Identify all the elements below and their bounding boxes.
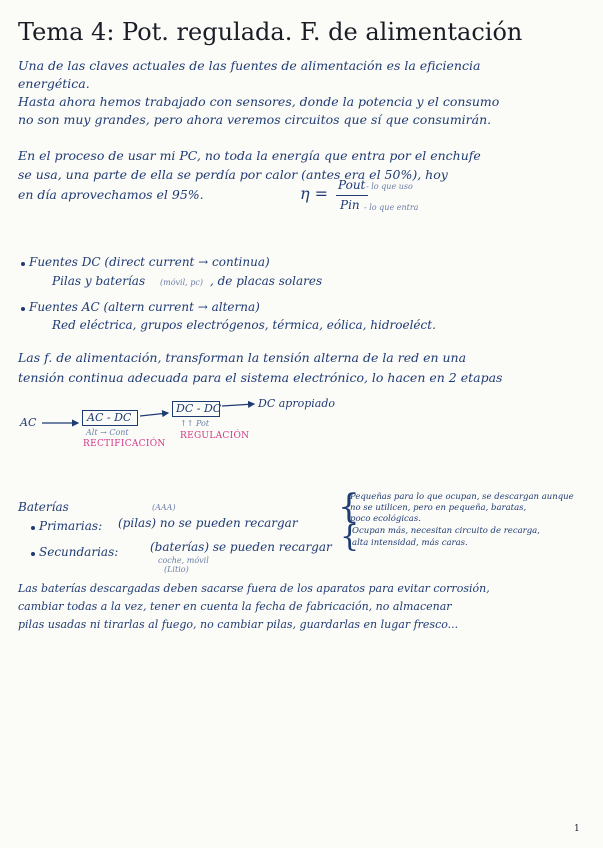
formula-denominator: Pin bbox=[340, 198, 360, 212]
primary-desc-1: Pequeñas para lo que ocupan, se descargan aunque bbox=[350, 492, 574, 502]
bullet-secondary bbox=[31, 552, 35, 556]
page-title: Tema 4: Pot. regulada. F. de alimentación bbox=[18, 18, 523, 46]
formula-denominator-note: - lo que entra bbox=[364, 203, 419, 212]
batteries-heading: Baterías bbox=[18, 500, 69, 514]
secondary-note-1: coche, móvil bbox=[158, 556, 209, 565]
pc-line-1: En el proceso de usar mi PC, no toda la energía que entra por el enchufe bbox=[18, 148, 481, 163]
bullet-primary bbox=[31, 526, 35, 530]
dc-heading: Fuentes DC (direct current → continua) bbox=[29, 255, 270, 269]
ac-detail: Red eléctrica, grupos electrógenos, térmica, eólica, hidroeléct. bbox=[52, 318, 436, 332]
secondary-label: Secundarias: bbox=[39, 545, 119, 559]
secondary-text: (baterías) se pueden recargar bbox=[150, 540, 332, 554]
intro-line-2: energética. bbox=[18, 76, 90, 91]
transform-line-1: Las f. de alimentación, transforman la tensión alterna de la red en una bbox=[18, 350, 467, 365]
rectifier-note: Alt → Cont bbox=[86, 428, 129, 437]
formula-numerator: Pout bbox=[338, 178, 366, 192]
primary-text: (pilas) no se pueden recargar bbox=[118, 516, 298, 530]
primary-desc-3: poco ecológicas. bbox=[350, 514, 421, 524]
intro-line-4: no son muy grandes, pero ahora veremos circuitos que sí que consumirán. bbox=[18, 112, 492, 127]
secondary-brace: { bbox=[340, 519, 360, 554]
ac-heading: Fuentes AC (altern current → alterna) bbox=[29, 300, 260, 314]
regulator-label: DC - DC bbox=[176, 402, 222, 415]
advice-line-3: pilas usadas ni tirarlas al fuego, no cambiar pilas, guardarlas en lugar fresco... bbox=[18, 618, 459, 631]
formula-numerator-note: - lo que uso bbox=[366, 182, 413, 191]
page-number: 1 bbox=[574, 824, 580, 834]
pc-line-2: se usa, una parte de ella se perdía por calor (antes era el 50%), hoy bbox=[18, 167, 448, 182]
intro-line-3: Hasta ahora hemos trabajado con sensores, donde la potencia y el consumo bbox=[18, 94, 500, 109]
stage-rectification: RECTIFICACIÓN bbox=[83, 439, 166, 449]
primary-brace: { bbox=[338, 487, 360, 527]
dc-detail: Pilas y baterías bbox=[52, 274, 146, 288]
rectifier-label: AC - DC bbox=[87, 411, 132, 424]
dc-detail-note: (móvil, pc) bbox=[160, 278, 203, 287]
advice-line-2: cambiar todas a la vez, tener en cuenta la fecha de fabricación, no almacenar bbox=[18, 600, 452, 613]
pc-line-3: en día aprovechamos el 95%. bbox=[18, 187, 204, 202]
efficiency-symbol: η = bbox=[300, 184, 329, 203]
transform-line-2: tensión continua adecuada para el sistema electrónico, lo hacen en 2 etapas bbox=[18, 370, 503, 385]
primary-note: (AAA) bbox=[152, 503, 176, 512]
secondary-desc-1: Ocupan más, necesitan circuito de recarga, bbox=[352, 526, 540, 536]
primary-desc-2: no se utilicen, pero en pequeña, baratas, bbox=[350, 503, 527, 513]
secondary-desc-2: alta intensidad, más caras. bbox=[352, 538, 468, 548]
secondary-note-2: (Litio) bbox=[164, 565, 189, 574]
primary-label: Primarias: bbox=[39, 519, 103, 533]
stage-regulation: REGULACIÓN bbox=[180, 431, 250, 441]
diagram-input-ac: AC bbox=[20, 416, 37, 429]
advice-line-1: Las baterías descargadas deben sacarse fuera de los aparatos para evitar corrosión, bbox=[18, 582, 490, 595]
regulator-note: ↑↑ Pot bbox=[180, 419, 210, 428]
dc-detail-end: , de placas solares bbox=[210, 274, 323, 288]
diagram-output: DC apropiado bbox=[258, 397, 335, 410]
intro-line-1: Una de las claves actuales de las fuentes de alimentación es la eficiencia bbox=[18, 58, 481, 73]
